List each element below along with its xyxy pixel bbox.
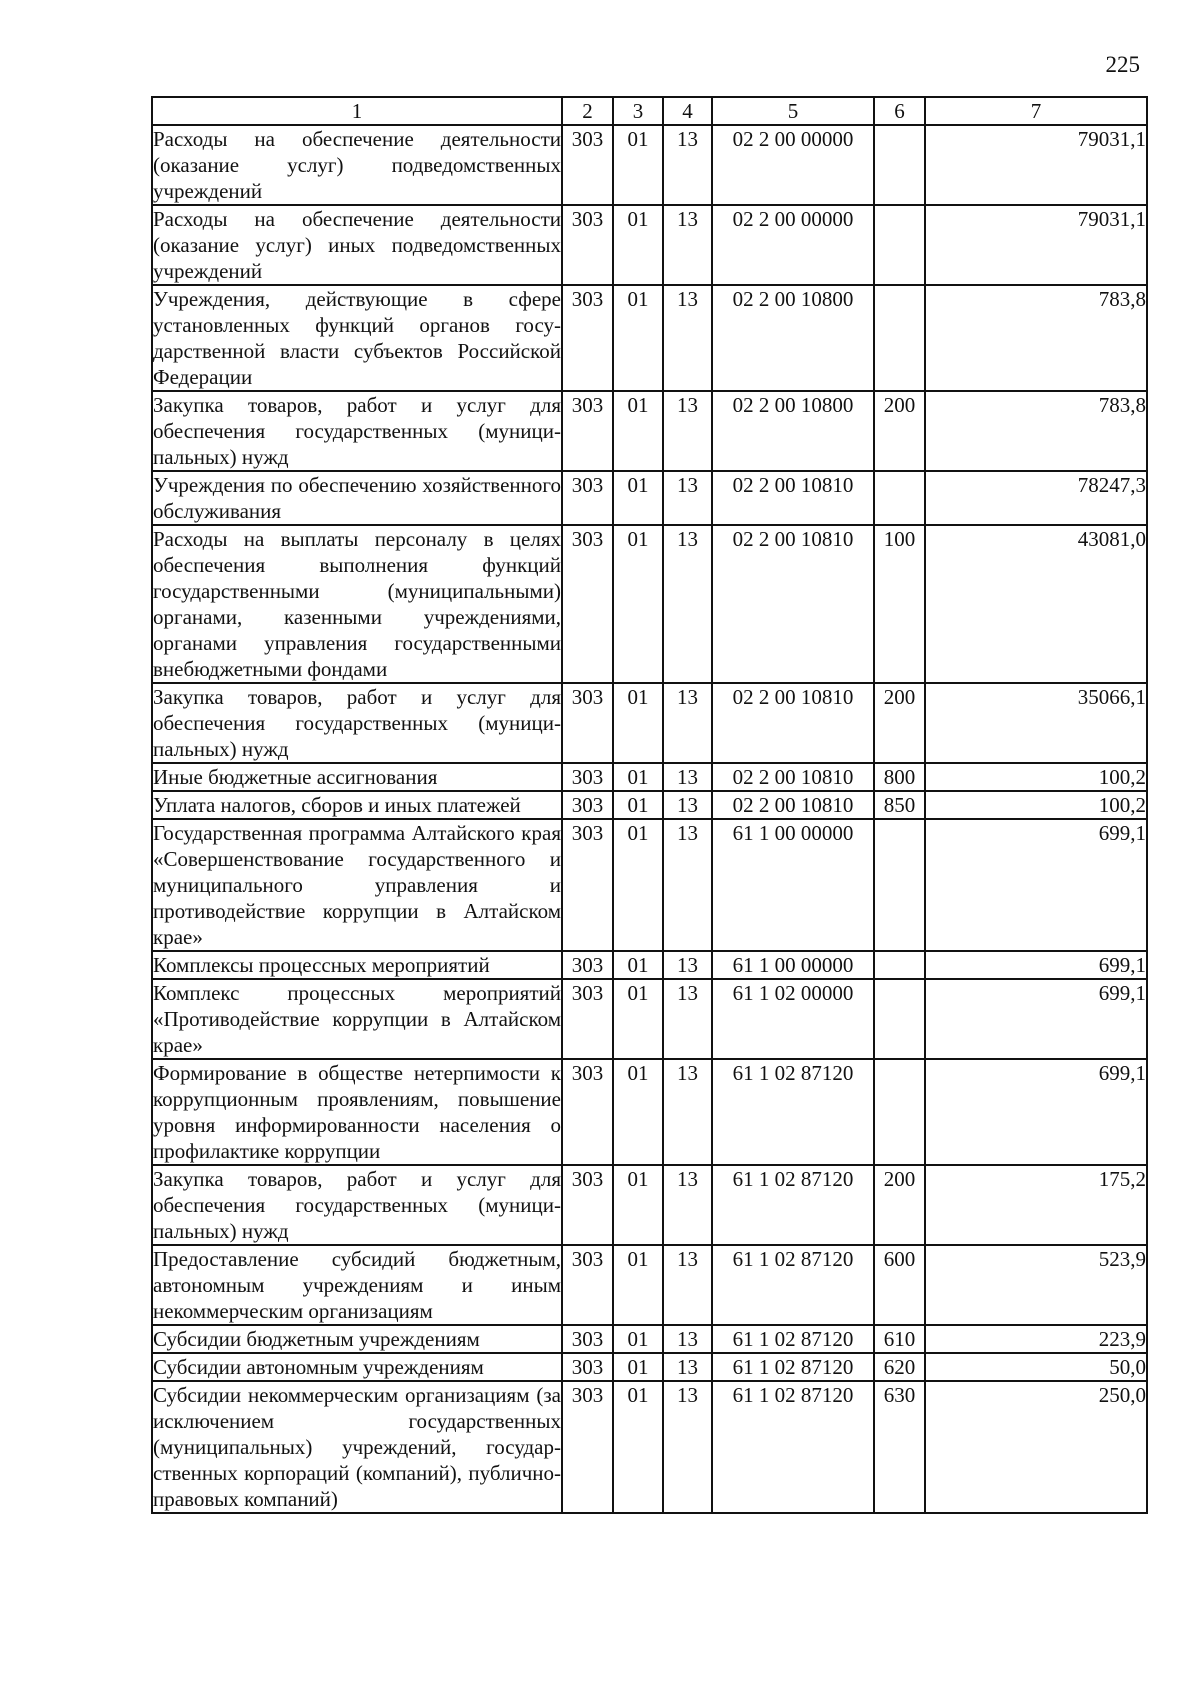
row-amount: 100,2 — [925, 791, 1147, 819]
row-expense-type: 610 — [874, 1325, 925, 1353]
row-target-code: 02 2 00 10800 — [712, 391, 874, 471]
row-target-code: 61 1 02 87120 — [712, 1059, 874, 1165]
row-expense-type — [874, 471, 925, 525]
row-grbs: 303 — [562, 391, 613, 471]
table-row — [152, 979, 1147, 1059]
row-subsection: 13 — [663, 1165, 712, 1245]
row-name: Закупка товаров, работ и услуг для обеспечения государственных (муниципальных) нужд — [153, 685, 561, 761]
row-amount: 79031,1 — [925, 205, 1147, 285]
row-name: Учреждения, действующие в сфере установленных функций органов государственной власти субъектов Российской Федерации — [153, 287, 561, 389]
row-section: 01 — [613, 1325, 663, 1353]
row-grbs: 303 — [562, 1353, 613, 1381]
row-target-code: 02 2 00 10810 — [712, 791, 874, 819]
header-col-7: 7 — [925, 97, 1147, 125]
row-expense-type — [874, 819, 925, 951]
row-target-code: 02 2 00 10800 — [712, 285, 874, 391]
table-row — [152, 1059, 1147, 1165]
row-target-code: 61 1 02 87120 — [712, 1325, 874, 1353]
row-section: 01 — [613, 471, 663, 525]
row-subsection: 13 — [663, 285, 712, 391]
row-expense-type — [874, 125, 925, 205]
table-row — [152, 1353, 1147, 1381]
row-target-code: 61 1 00 00000 — [712, 951, 874, 979]
row-section: 01 — [613, 1165, 663, 1245]
row-subsection: 13 — [663, 683, 712, 763]
row-subsection: 13 — [663, 205, 712, 285]
row-target-code: 02 2 00 00000 — [712, 125, 874, 205]
table-row — [152, 125, 1147, 205]
table-row — [152, 1165, 1147, 1245]
row-grbs: 303 — [562, 683, 613, 763]
row-target-code: 02 2 00 10810 — [712, 683, 874, 763]
row-subsection: 13 — [663, 1059, 712, 1165]
row-target-code: 02 2 00 00000 — [712, 205, 874, 285]
row-subsection: 13 — [663, 1353, 712, 1381]
table-row — [152, 205, 1147, 285]
table-row — [152, 525, 1147, 683]
row-grbs: 303 — [562, 763, 613, 791]
row-expense-type — [874, 979, 925, 1059]
row-subsection: 13 — [663, 391, 712, 471]
table-row — [152, 791, 1147, 819]
row-amount: 783,8 — [925, 285, 1147, 391]
table-row — [152, 683, 1147, 763]
row-expense-type — [874, 1059, 925, 1165]
row-amount: 783,8 — [925, 391, 1147, 471]
row-amount: 699,1 — [925, 819, 1147, 951]
row-section: 01 — [613, 819, 663, 951]
row-name: Предоставление субсидий бюджетным, автономным учреждениям и иным некоммерческим организациям — [153, 1247, 561, 1323]
row-target-code: 02 2 00 10810 — [712, 525, 874, 683]
row-amount: 699,1 — [925, 1059, 1147, 1165]
row-name: Комплекс процессных мероприятий «Противодействие коррупции в Алтайском крае» — [153, 981, 561, 1057]
row-subsection: 13 — [663, 951, 712, 979]
row-name: Комплексы процессных мероприятий — [152, 951, 562, 979]
row-amount: 175,2 — [925, 1165, 1147, 1245]
row-name: Субсидии автономным учреждениям — [152, 1353, 562, 1381]
row-amount: 78247,3 — [925, 471, 1147, 525]
table-header-row — [152, 97, 1147, 125]
table-row — [152, 819, 1147, 951]
row-name: Расходы на выплаты персоналу в целях обеспечения выполнения функций государственными (муниципальными) органами, казенными учреждениями, органами управления государственными внебюджетными фондами — [153, 527, 561, 681]
row-subsection: 13 — [663, 525, 712, 683]
table-row — [152, 471, 1147, 525]
header-col-6: 6 — [874, 97, 925, 125]
row-expense-type: 800 — [874, 763, 925, 791]
row-section: 01 — [613, 979, 663, 1059]
row-target-code: 61 1 00 00000 — [712, 819, 874, 951]
row-section: 01 — [613, 1353, 663, 1381]
row-section: 01 — [613, 1245, 663, 1325]
row-amount: 100,2 — [925, 763, 1147, 791]
row-subsection: 13 — [663, 763, 712, 791]
header-col-1: 1 — [152, 97, 562, 125]
row-grbs: 303 — [562, 951, 613, 979]
row-subsection: 13 — [663, 791, 712, 819]
row-name: Формирование в обществе нетерпимости к коррупционным проявлениям, повышение уровня информированности населения о профилактике коррупции — [153, 1061, 561, 1163]
table-row — [152, 1245, 1147, 1325]
row-expense-type: 630 — [874, 1381, 925, 1513]
row-section: 01 — [613, 391, 663, 471]
row-name: Государственная программа Алтайского края «Совершенствование государственного и муниципального управления и противодействие коррупции в Алтайском крае» — [153, 821, 561, 949]
row-expense-type: 850 — [874, 791, 925, 819]
row-expense-type — [874, 951, 925, 979]
row-amount: 79031,1 — [925, 125, 1147, 205]
header-col-5: 5 — [712, 97, 874, 125]
row-amount: 523,9 — [925, 1245, 1147, 1325]
row-target-code: 61 1 02 87120 — [712, 1353, 874, 1381]
row-target-code: 61 1 02 87120 — [712, 1381, 874, 1513]
row-amount: 35066,1 — [925, 683, 1147, 763]
row-subsection: 13 — [663, 979, 712, 1059]
row-amount: 699,1 — [925, 979, 1147, 1059]
row-section: 01 — [613, 763, 663, 791]
row-subsection: 13 — [663, 125, 712, 205]
row-grbs: 303 — [562, 525, 613, 683]
row-target-code: 02 2 00 10810 — [712, 471, 874, 525]
row-subsection: 13 — [663, 1381, 712, 1513]
row-subsection: 13 — [663, 471, 712, 525]
row-amount: 250,0 — [925, 1381, 1147, 1513]
row-grbs: 303 — [562, 1165, 613, 1245]
table-row — [152, 951, 1147, 979]
row-expense-type: 200 — [874, 683, 925, 763]
header-col-2: 2 — [562, 97, 613, 125]
row-target-code: 61 1 02 87120 — [712, 1245, 874, 1325]
row-amount: 223,9 — [925, 1325, 1147, 1353]
row-expense-type — [874, 285, 925, 391]
row-section: 01 — [613, 205, 663, 285]
row-name: Учреждения по обеспечению хозяйственного обслуживания — [153, 473, 561, 523]
page-number: 225 — [1105, 52, 1140, 77]
budget-table — [151, 96, 1148, 1514]
row-grbs: 303 — [562, 1381, 613, 1513]
table-row — [152, 763, 1147, 791]
row-name: Закупка товаров, работ и услуг для обеспечения государственных (муниципальных) нужд — [153, 1167, 561, 1243]
row-grbs: 303 — [562, 1325, 613, 1353]
row-grbs: 303 — [562, 791, 613, 819]
row-section: 01 — [613, 285, 663, 391]
header-col-3: 3 — [613, 97, 663, 125]
row-expense-type: 200 — [874, 391, 925, 471]
row-section: 01 — [613, 683, 663, 763]
row-name: Иные бюджетные ассигнования — [152, 763, 562, 791]
row-amount: 43081,0 — [925, 525, 1147, 683]
row-amount: 50,0 — [925, 1353, 1147, 1381]
row-expense-type: 200 — [874, 1165, 925, 1245]
row-target-code: 61 1 02 00000 — [712, 979, 874, 1059]
row-expense-type — [874, 205, 925, 285]
row-name: Субсидии некоммерческим организациям (за исключением государственных (муниципальных) учреждений, государственных корпораций (компаний), публично-правовых компаний) — [153, 1383, 561, 1511]
table-row — [152, 391, 1147, 471]
row-name: Расходы на обеспечение деятельности (оказание услуг) подведомственных учреждений — [153, 127, 561, 203]
row-expense-type: 620 — [874, 1353, 925, 1381]
row-section: 01 — [613, 951, 663, 979]
row-grbs: 303 — [562, 819, 613, 951]
row-name: Расходы на обеспечение деятельности (оказание услуг) иных подведомственных учреждений — [153, 207, 561, 283]
row-name: Субсидии бюджетным учреждениям — [152, 1325, 562, 1353]
row-section: 01 — [613, 791, 663, 819]
row-expense-type: 100 — [874, 525, 925, 683]
row-target-code: 61 1 02 87120 — [712, 1165, 874, 1245]
row-grbs: 303 — [562, 125, 613, 205]
row-grbs: 303 — [562, 1245, 613, 1325]
row-grbs: 303 — [562, 979, 613, 1059]
row-expense-type: 600 — [874, 1245, 925, 1325]
row-subsection: 13 — [663, 1325, 712, 1353]
row-section: 01 — [613, 1381, 663, 1513]
row-name: Уплата налогов, сборов и иных платежей — [152, 791, 562, 819]
table-row — [152, 285, 1147, 391]
row-name: Закупка товаров, работ и услуг для обеспечения государственных (муниципальных) нужд — [153, 393, 561, 469]
row-grbs: 303 — [562, 471, 613, 525]
row-target-code: 02 2 00 10810 — [712, 763, 874, 791]
row-grbs: 303 — [562, 285, 613, 391]
header-col-4: 4 — [663, 97, 712, 125]
table-row — [152, 1325, 1147, 1353]
row-section: 01 — [613, 125, 663, 205]
row-section: 01 — [613, 525, 663, 683]
table-row — [152, 1381, 1147, 1513]
row-subsection: 13 — [663, 1245, 712, 1325]
row-amount: 699,1 — [925, 951, 1147, 979]
row-section: 01 — [613, 1059, 663, 1165]
row-grbs: 303 — [562, 205, 613, 285]
row-subsection: 13 — [663, 819, 712, 951]
row-grbs: 303 — [562, 1059, 613, 1165]
